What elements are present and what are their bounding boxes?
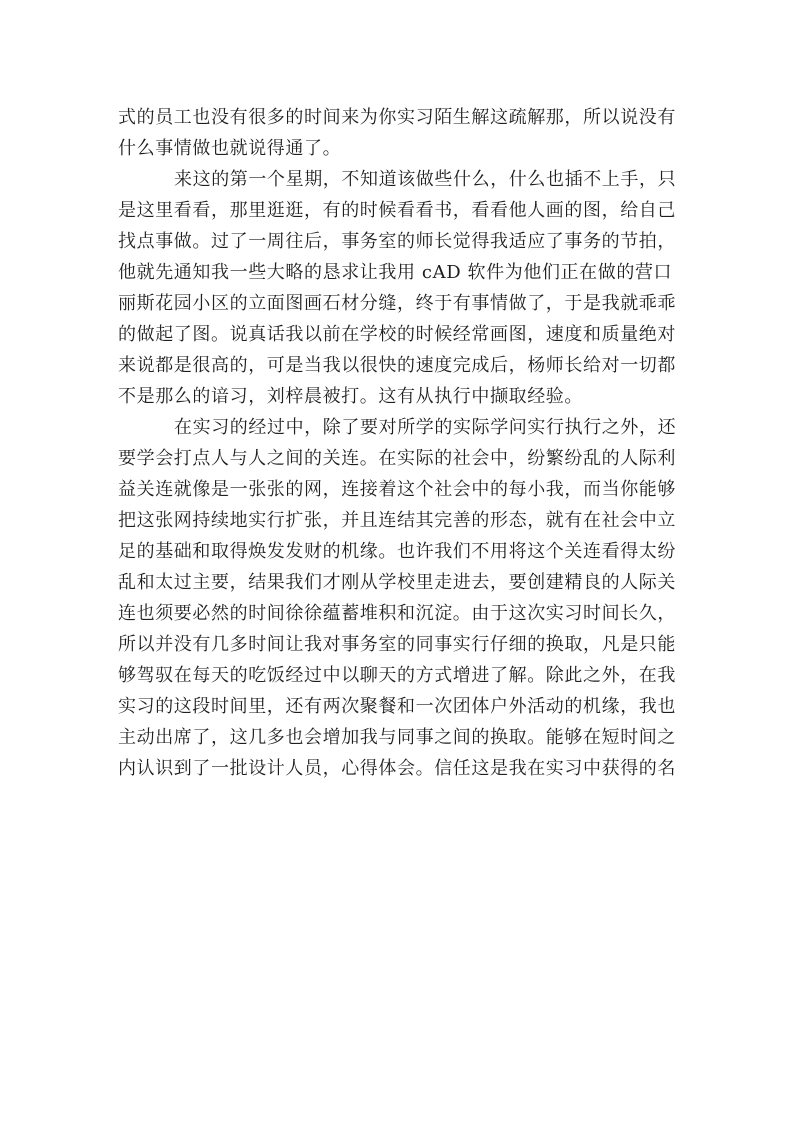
text-line: 来这的第一个星期，不知道该做些什么，什么也插不上手，只 [174, 169, 677, 190]
text-line: 什么事情做也就说得通了。 [118, 138, 342, 159]
text-line: 的做起了图。说真话我以前在学校的时候经常画图，速度和质量绝对 [118, 324, 676, 345]
text-line: 丽斯花园小区的立面图画石材分缝，终于有事情做了，于是我就乖乖 [118, 293, 676, 314]
paragraph-continuation [118, 102, 682, 164]
text-line: 不是那么的谙习，刘梓晨被打。这有从执行中撷取经验。 [118, 386, 583, 407]
text-line: 所以并没有几多时间让我对事务室的同事实行仔细的换取，凡是只能 [118, 634, 676, 655]
text-line: 内认识到了一批设计人员，心得体会。信任这是我在实习中获得的名 [118, 758, 676, 779]
text-line: 够驾驭在每天的吃饭经过中以聊天的方式增进了解。除此之外，在我 [118, 665, 676, 686]
paragraph-first-week [118, 164, 682, 412]
text-line: 益关连就像是一张张的网，连接着这个社会中的每小我，而当你能够 [118, 479, 676, 500]
paragraph-relationships [118, 412, 682, 784]
text-line: 找点事做。过了一周往后，事务室的师长觉得我适应了事务的节拍， [118, 231, 676, 252]
text-line: 把这张网持续地实行扩张，并且连结其完善的形态，就有在社会中立 [118, 510, 676, 531]
text-line: 连也须要必然的时间徐徐蕴蓄堆积和沉淀。由于这次实习时间长久， [118, 603, 676, 624]
text-line: 乱和太过主要，结果我们才刚从学校里走进去，要创建精良的人际关 [118, 572, 676, 593]
text-line: 足的基础和取得焕发发财的机缘。也许我们不用将这个关连看得太纷 [118, 541, 676, 562]
text-line: 他就先通知我一些大略的恳求让我用 cAD 软件为他们正在做的营口 [118, 262, 673, 283]
text-line: 是这里看看，那里逛逛，有的时候看看书，看看他人画的图，给自己 [118, 200, 676, 221]
text-line: 在实习的经过中，除了要对所学的实际学问实行执行之外，还 [174, 417, 677, 438]
text-line: 主动出席了，这几多也会增加我与同事之间的换取。能够在短时间之 [118, 727, 676, 748]
text-line: 实习的这段时间里，还有两次聚餐和一次团体户外活动的机缘，我也 [118, 696, 676, 717]
text-line: 要学会打点人与人之间的关连。在实际的社会中，纷繁纷乱的人际利 [118, 448, 676, 469]
body-text [118, 102, 682, 784]
text-line: 来说都是很高的，可是当我以很快的速度完成后，杨师长给对一切都 [118, 355, 676, 376]
text-line: 式的员工也没有很多的时间来为你实习陌生解这疏解那，所以说没有 [118, 107, 676, 128]
